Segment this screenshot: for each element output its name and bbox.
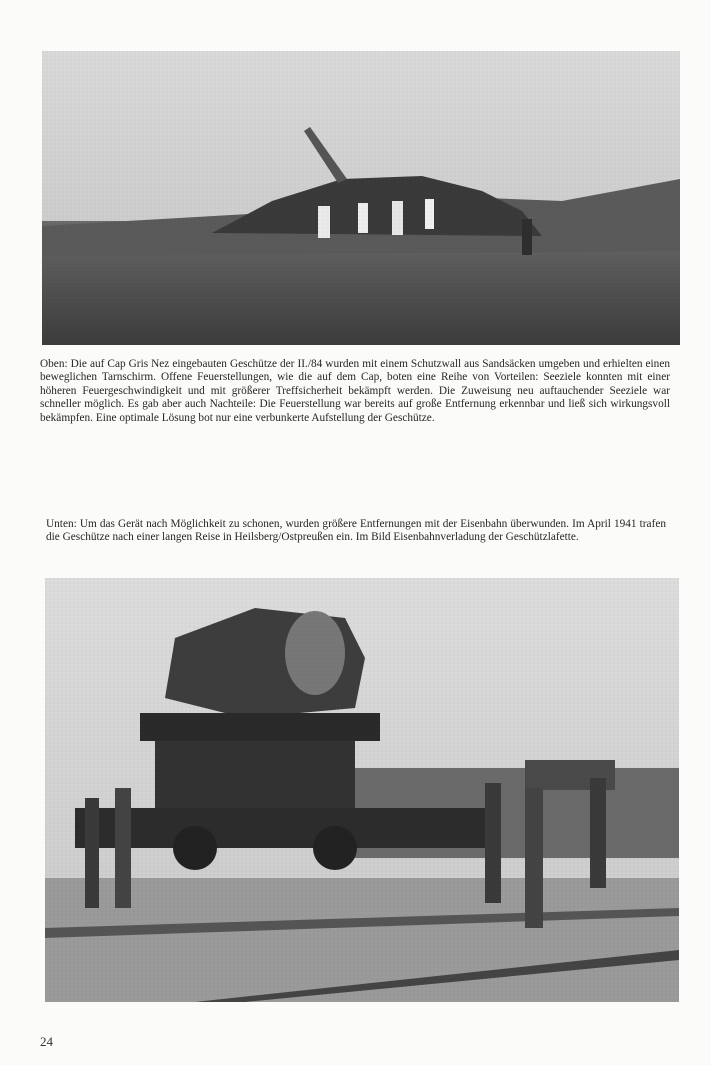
- bottom-caption: Unten: Um das Gerät nach Möglichkeit zu schonen, wurden größere Entfernungen mit der Eisenbahn überwunden. Im April 1941 trafen die Geschütze nach einer langen Reise in Heilsberg/Ostpreußen ein. Im Bild Eisenbahnverladung der Geschützlafette.: [46, 518, 666, 544]
- bottom-photo: [45, 578, 679, 1002]
- top-caption: Oben: Die auf Cap Gris Nez eingebauten Geschütze der II./84 wurden mit einem Schutzwall aus Sandsäcken umgeben und erhielten einen beweglichen Tarnschirm. Offene Feuerstellungen, wie die auf dem Cap, boten eine Reihe von Vorteilen: Seeziele konnten mit einer höheren Feuergeschwindigkeit und mit größerer Treffsicherheit bekämpft werden. Die Zuweisung neu auftauchender Seeziele war schneller möglich. Es gab aber auch Nachteile: Die Feuerstellung war bereits auf große Entfernung erkennbar und ließ sich wirkungsvoll bekämpfen. Eine optimale Lösung bot nur eine verbunkerte Aufstellung der Geschütze.: [40, 358, 670, 424]
- top-photo-image: [42, 51, 680, 345]
- top-photo: [42, 51, 680, 345]
- page-number: 24: [40, 1034, 53, 1049]
- bottom-photo-image: [45, 578, 679, 1002]
